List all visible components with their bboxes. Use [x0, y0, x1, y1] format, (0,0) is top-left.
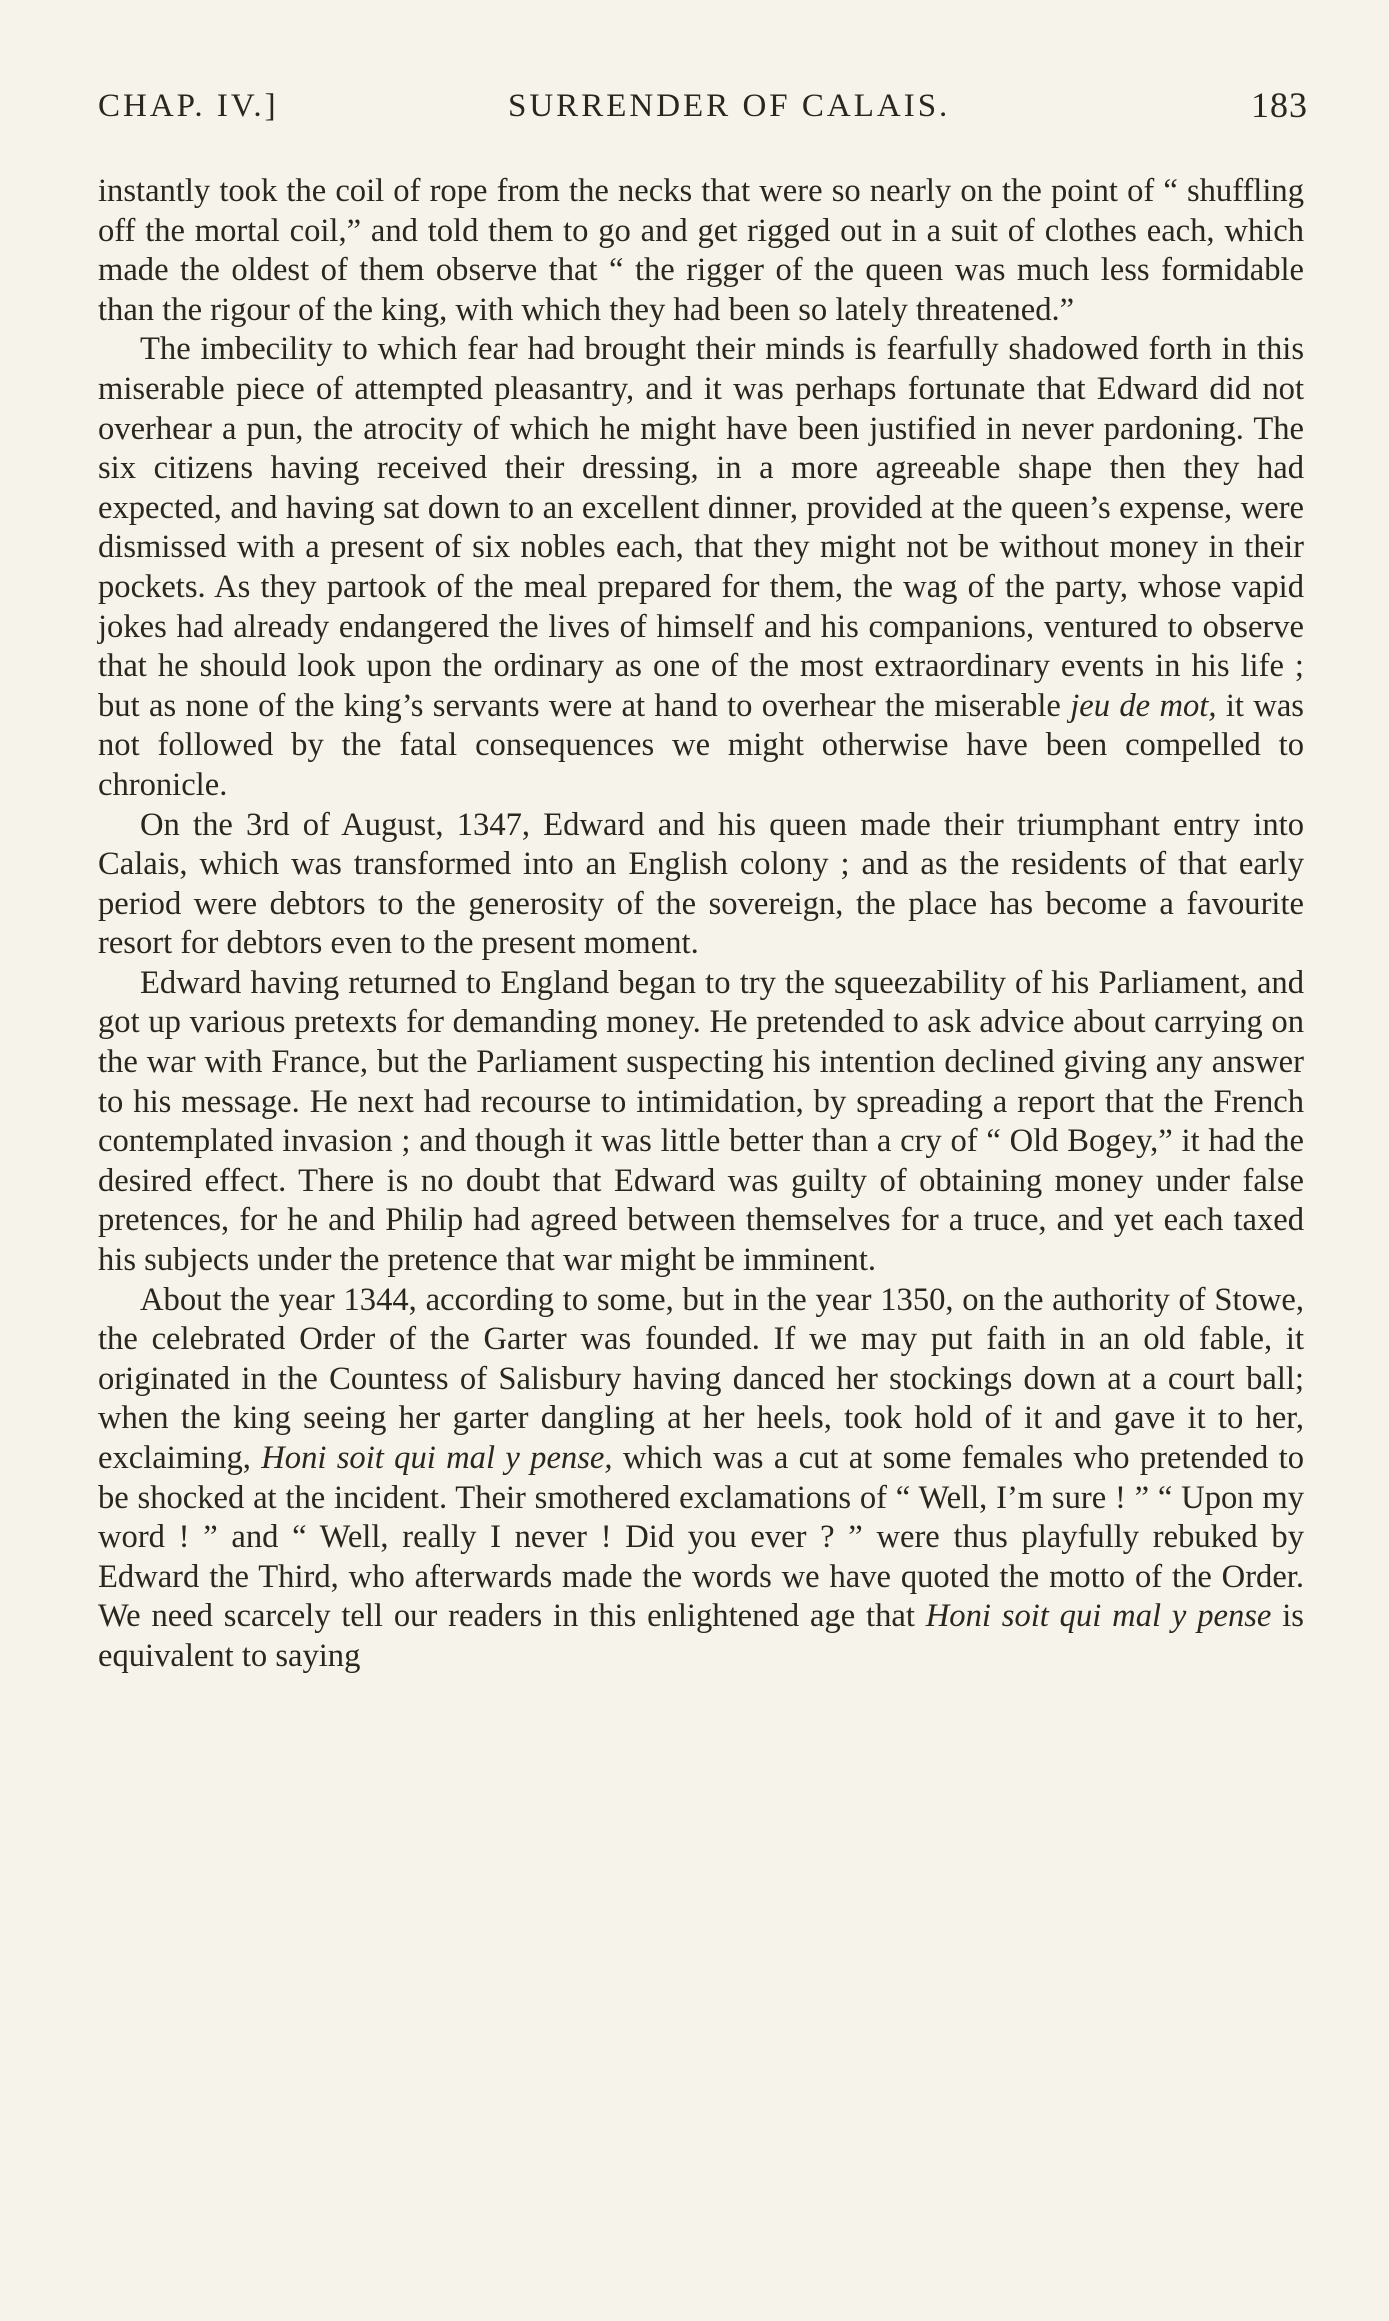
paragraph-5-text: About the year 1344, according to some, but in the year 1350, on the authority of Stowe, the celebrated Order of the Garter was founded. If we may put faith in an old fable, it originated in the Countess of Salisbury having danced her stockings down at a court ball; when the king seeing her garter dangling at her heels, took hold of it and gave it to her, exclaiming,	[98, 1281, 1304, 1476]
paragraph-3	[98, 806, 1304, 964]
chapter-label: CHAP. IV.]	[98, 88, 279, 124]
paragraph-1	[98, 172, 1304, 330]
paragraph-2	[98, 330, 1304, 805]
paragraph-2-italic: jeu de mot,	[1070, 687, 1217, 724]
running-head	[98, 85, 1308, 138]
paragraph-5	[98, 1281, 1304, 1677]
paragraph-3-text: On the 3rd of August, 1347, Edward and his queen made their triumphant entry into Calais, which was transformed into an English colony ; and as the residents of that early period were debtors to the generosity of the sovereign, the place has become a favourite resort for debtors even to the present moment.	[98, 806, 1304, 962]
paragraph-5-text-mid: which was a cut at some females who pretended to be shocked at the incident. Their smothered exclamations of “ Well, I’m sure ! ” “ Upon my word ! ” and “ Well, really I never ! Did you ever ? ” were thus playfully rebuked by Edward the Third, who afterwards made the words we have quoted the motto of the Order. We need scarcely tell our readers in this enlightened age that	[98, 1440, 1304, 1635]
page-title: SURRENDER OF CALAIS.	[508, 88, 951, 124]
paragraph-2-text: The imbecility to which fear had brought their minds is fearfully shadowed forth in this miserable piece of attempted pleasantry, and it was perhaps fortunate that Edward did not overhear a pun, the atrocity of which he might have been justified in never pardoning. The six citizens having received their dressing, in a more agreeable shape then they had expected, and having sat down to an excellent dinner, provided at the queen’s expense, were dismissed with a present of six nobles each, that they might not be without money in their pockets. As they partook of the meal prepared for them, the wag of the party, whose vapid jokes had already endangered the lives of himself and his companions, ventured to observe that he should look upon the ordinary as one of the most extraordinary events in his life ; but as none of the king’s servants were at hand to overhear the miserable	[98, 331, 1304, 724]
paragraph-5-italic-1: Honi soit qui mal y pense,	[261, 1440, 613, 1476]
page-number: 183	[1251, 85, 1308, 125]
paragraph-1-text: instantly took the coil of rope from the necks that were so nearly on the point of “ shuffling off the mortal coil,” and told them to go and get rigged out in a suit of clothes each, which made the oldest of them observe that “ the rigger of the queen was much less formidable than the rigour of the king, with which they had been so lately threatened.”	[98, 173, 1304, 328]
body-text	[98, 172, 1304, 1677]
paragraph-4	[98, 964, 1304, 1281]
paragraph-2-text-after: it was not followed by the fatal consequences we might otherwise have been compelled to chronicle.	[98, 687, 1304, 803]
paragraph-5-italic-2: Honi soit qui mal y pense	[925, 1598, 1272, 1635]
paragraph-5-text-after: is equivalent to saying	[98, 1598, 1304, 1674]
paragraph-4-text: Edward having returned to England began to try the squeezability of his Parliament, and got up various pretexts for demanding money. He pretended to ask advice about carrying on the war with France, but the Parliament suspecting his intention declined giving any answer to his message. He next had recourse to intimidation, by spreading a report that the French contemplated invasion ; and though it was little better than a cry of “ Old Bogey,” it had the desired effect. There is no doubt that Edward was guilty of obtaining money under false pretences, for he and Philip had agreed between themselves for a truce, and yet each taxed his subjects under the pretence that war might be imminent.	[98, 964, 1304, 1279]
